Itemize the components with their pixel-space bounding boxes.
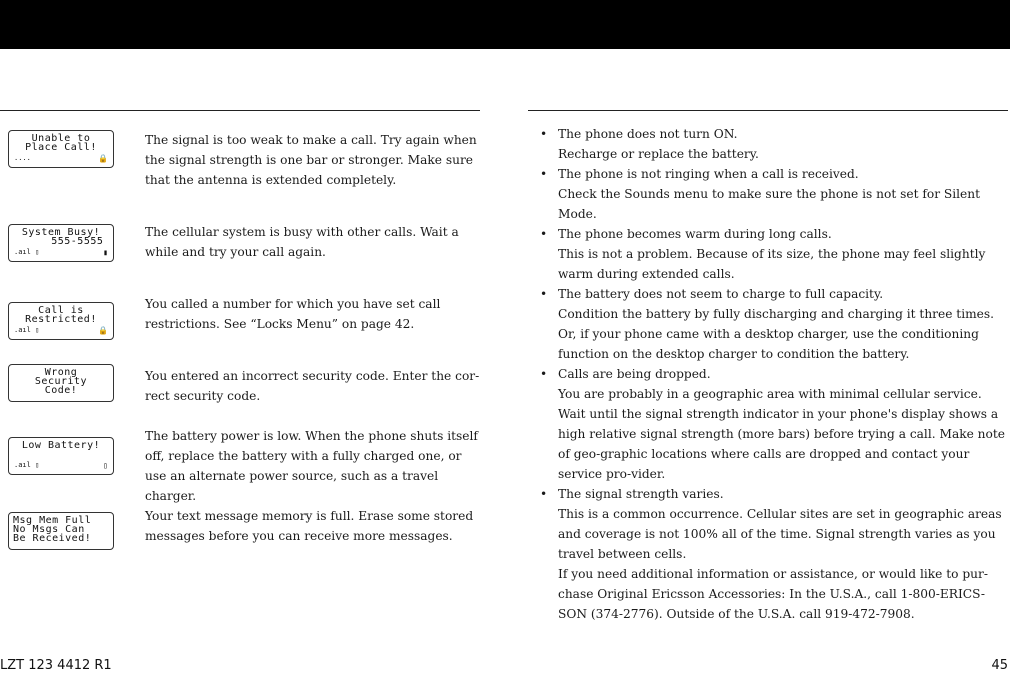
solution-text: If you need additional information or assistance, or would like to pur-chase Original Ericsson Accessories: In the U.S.A., call 1-800-ERICS-SON (374-2776). Outside of the U.S.A. call 919-472-7908.	[558, 567, 988, 621]
display-line: Security	[34, 376, 88, 387]
bullet-icon: •	[540, 367, 548, 381]
problem-text: The battery does not seem to charge to full capacity.	[558, 287, 884, 301]
display-line: System Busy!	[21, 227, 101, 238]
display-line: Call is	[38, 305, 84, 316]
problem-text: The phone does not turn ON.	[558, 127, 738, 141]
message-msg-mem-full: Your text message memory is full. Erase some stored messages before you can receive more messages.	[145, 509, 474, 543]
list-item	[540, 124, 1010, 164]
display-line: Unable to	[31, 133, 91, 144]
problem-text: Calls are being dropped.	[558, 367, 711, 381]
signal-icon: .aıl ▯	[14, 326, 40, 334]
solution-text: This is not a problem. Because of its size, the phone may feel slightly warm during extended calls.	[558, 247, 986, 281]
solution-text: Check the Sounds menu to make sure the phone is not set for Silent Mode.	[558, 187, 981, 221]
right-column-rule	[528, 110, 1008, 111]
solution-text: Recharge or replace the battery.	[558, 147, 759, 161]
problem-text: The phone is not ringing when a call is received.	[558, 167, 859, 181]
display-line: No Msgs Can	[13, 524, 85, 535]
display-line: Restricted!	[25, 314, 97, 325]
lock-icon: 🔒	[98, 326, 108, 335]
solution-text: You are probably in a geographic area with minimal cellular service. Wait until the signal strength indicator in your phone's display shows a high relative signal strength (more bars) before trying a call. Make note of geo-graphic locations where calls are dropped and contact your service pro-vider.	[558, 387, 1005, 481]
display-line: Place Call!	[25, 142, 97, 153]
solution-text: Condition the battery by fully discharging and charging it three times. Or, if your phone came with a desktop charger, use the conditioning function on the desktop charger to condition the battery.	[558, 307, 995, 361]
document-number: LZT 123 4412 R1	[0, 658, 112, 673]
message-low-battery: The battery power is low. When the phone shuts itself off, replace the battery with a fully charged one, or use an alternate power source, such as a travel charger.	[145, 429, 478, 503]
left-column-rule	[0, 110, 480, 111]
display-line: Wrong	[44, 367, 78, 378]
lock-icon: 🔒	[98, 154, 108, 163]
display-system-busy	[8, 224, 114, 262]
display-line: 555-5555	[18, 236, 104, 247]
display-wrong-security-code	[8, 364, 114, 402]
message-call-restricted: You called a number for which you have set call restrictions. See “Locks Menu” on page 42.	[145, 297, 441, 331]
problem-text: The signal strength varies.	[558, 487, 724, 501]
signal-icon: .aıl ▯	[14, 248, 40, 256]
display-line: Low Battery!	[21, 440, 101, 451]
list-item	[540, 284, 1010, 364]
header-bar	[0, 0, 1010, 49]
message-system-busy: The cellular system is busy with other calls. Wait a while and try your call again.	[145, 225, 459, 259]
bullet-icon: •	[540, 227, 548, 241]
signal-icon: ....	[14, 154, 31, 162]
display-line: Be Received!	[13, 533, 92, 544]
list-item	[540, 364, 1010, 484]
list-item	[540, 164, 1010, 224]
problem-text: The phone becomes warm during long calls.	[558, 227, 832, 241]
bullet-icon: •	[540, 127, 548, 141]
display-unable-to-place-call	[8, 130, 114, 168]
display-msg-mem-full	[8, 512, 114, 550]
display-line: Msg Mem Full	[13, 515, 92, 526]
page-number: 45	[991, 658, 1008, 673]
signal-icon: .aıl ▯	[14, 461, 40, 469]
display-call-restricted	[8, 302, 114, 340]
battery-icon: ▯	[103, 461, 108, 470]
message-unable-to-place-call: The signal is too weak to make a call. Try again when the signal strength is one bar or stronger. Make sure that the antenna is extended completely.	[145, 133, 477, 187]
bullet-icon: •	[540, 487, 548, 501]
solution-text: This is a common occurrence. Cellular sites are set in geographic areas and coverage is not 100% all of the time. Signal strength varies as you travel between cells.	[558, 507, 1002, 561]
list-item	[540, 224, 1010, 284]
bullet-icon: •	[540, 167, 548, 181]
message-wrong-security-code: You entered an incorrect security code. Enter the cor-rect security code.	[145, 369, 480, 403]
battery-icon: ▮	[103, 248, 108, 257]
display-line: Code!	[44, 385, 78, 396]
bullet-icon: •	[540, 287, 548, 301]
troubleshooting-list	[540, 124, 1010, 624]
display-low-battery	[8, 437, 114, 475]
list-item	[540, 484, 1010, 624]
